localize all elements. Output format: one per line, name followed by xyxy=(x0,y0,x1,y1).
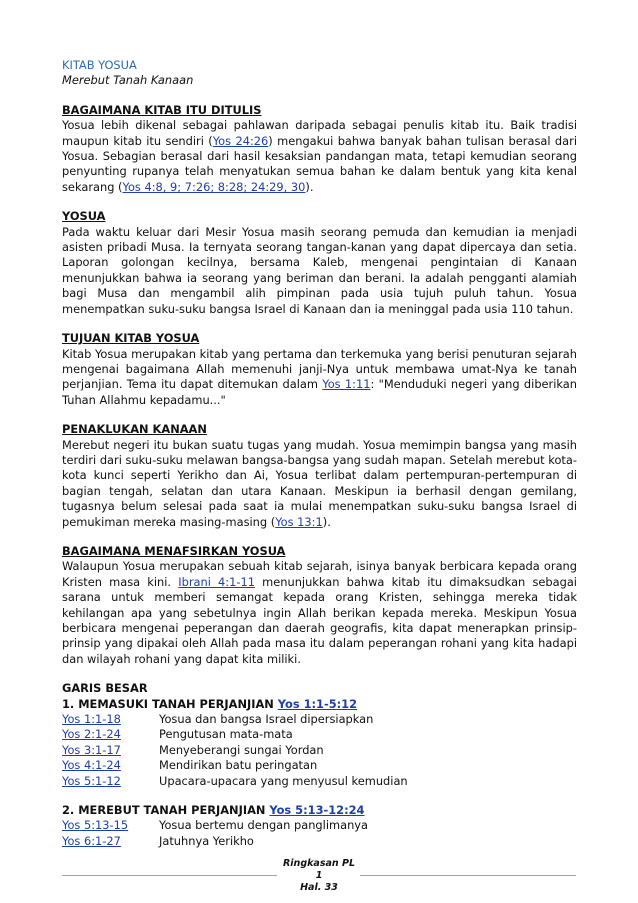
scripture-link[interactable]: Yos 1:1-5:12 xyxy=(277,696,358,711)
scripture-link[interactable]: Yos 2:1-24 xyxy=(62,727,121,742)
outline-row xyxy=(62,774,577,789)
outline-row xyxy=(62,727,577,742)
outline-row xyxy=(62,818,577,833)
document-subtitle: Merebut Tanah Kanaan xyxy=(62,73,194,88)
outline-row xyxy=(62,834,577,849)
section-tujuan xyxy=(62,331,577,408)
footer-text xyxy=(280,858,358,894)
outline-row-text: Yosua bertemu dengan panglimanya xyxy=(159,818,369,833)
outline-row-text: Yosua dan bangsa Israel dipersiapkan xyxy=(159,712,374,727)
scripture-link[interactable]: Yos 5:13-15 xyxy=(62,818,129,833)
scripture-link[interactable]: Yos 5:13-12:24 xyxy=(269,803,365,818)
paragraph-text: menunjukkan bahwa kitab itu dimaksudkan sebagai sarana untuk memberi semangat kepada orang Kristen, sehingga mereka tidak kehilangan apa yang sebetulnya ingin Allah berikan kepada mereka. Meskipun Yosua berbicara mengenai peperangan dan daerah geografis, kita dapat menerapkan prinsip-prinsip yang dipakai oleh Allah pada masa itu dalam peperangan rohani yang kita hadapi dan wilayah rohani yang dapat kita miliki. xyxy=(62,574,577,666)
scripture-link[interactable]: Yos 3:1-17 xyxy=(62,742,121,757)
section-paragraph xyxy=(62,118,577,195)
scripture-link[interactable]: Yos 4:1-24 xyxy=(62,758,121,773)
outline-part-heading xyxy=(62,803,577,818)
spacer xyxy=(62,789,577,803)
section-heading: BAGAIMANA KITAB ITU DITULIS xyxy=(62,102,262,117)
section-penaklukan xyxy=(62,422,577,530)
section-heading: PENAKLUKAN KANAAN xyxy=(62,422,207,437)
footer-page-number: 1 xyxy=(315,870,323,881)
outline-title: GARIS BESAR xyxy=(62,681,148,696)
paragraph-text: Kitab Yosua merupakan kitab yang pertama dan terkemuka yang berisi penuturan sejarah mengenai bagaimana Allah memenuhi janji-Nya untuk membawa umat-Nya ke tanah perjanjian. Tema itu dapat ditemukan dalam xyxy=(62,346,577,392)
section-heading: TUJUAN KITAB YOSUA xyxy=(62,331,200,346)
paragraph-text: : "Menduduki negeri yang diberikan Tuhan Allahmu kepadamu..." xyxy=(62,377,578,407)
outline-part-label: 2. MEREBUT TANAH PERJANJIAN xyxy=(62,803,270,818)
section-heading: YOSUA xyxy=(62,209,106,224)
document-title: KITAB YOSUA xyxy=(62,58,137,72)
scripture-link[interactable]: Yos 13:1 xyxy=(275,514,323,529)
outline-row xyxy=(62,758,577,773)
footer-divider-left xyxy=(62,875,277,876)
section-paragraph xyxy=(62,347,577,409)
outline-row-text: Mendirikan batu peringatan xyxy=(159,758,318,773)
outline-row-text: Upacara-upacara yang menyusul kemudian xyxy=(159,773,408,788)
section-paragraph xyxy=(62,438,577,530)
footer-book-title: Ringkasan PL xyxy=(282,858,355,869)
section-menafsirkan xyxy=(62,544,577,667)
scripture-link[interactable]: Yos 24:26 xyxy=(212,133,269,148)
footer-divider-right xyxy=(360,875,576,876)
outline-part-heading xyxy=(62,697,577,712)
paragraph-text: ). xyxy=(305,179,314,194)
outline-row xyxy=(62,712,577,727)
scripture-link[interactable]: Yos 4:8, 9; 7:26; 8:28; 24:29, 30 xyxy=(122,179,306,194)
paragraph-text: Walaupun Yosua merupakan sebuah kitab sejarah, isinya banyak berbicara kepada orang Kristen masa kini. xyxy=(62,559,577,589)
outline-row xyxy=(62,743,577,758)
section-penulisan xyxy=(62,103,577,195)
paragraph-text: ). xyxy=(322,514,331,529)
section-yosua xyxy=(62,209,577,317)
footer-page-label: Hal. 33 xyxy=(300,882,338,893)
outline-row-text: Jatuhnya Yerikho xyxy=(159,833,254,848)
scripture-link[interactable]: Yos 6:1-27 xyxy=(62,833,121,848)
section-paragraph xyxy=(62,559,577,667)
outline-section xyxy=(62,681,577,849)
outline-row-text: Menyeberangi sungai Yordan xyxy=(159,742,324,757)
section-heading: BAGAIMANA MENAFSIRKAN YOSUA xyxy=(62,543,286,558)
paragraph-text: Merebut negeri itu bukan suatu tugas yang mudah. Yosua memimpin bangsa yang masih terdiri dari suku-suku melawan bangsa-bangsa yang sudah mapan. Setelah merebut kota-kota kunci seperti Yerikho dan Ai, Yosua terlibat dalam pertempuran-pertempuran di bagian tengah, selatan dan utara Kanaan. Meskipun ia berhasil dengan gemilang, tugasnya belum selesai pada saat ia mulai menempatkan suku-suku bangsa Israel di pemukiman mereka masing-masing ( xyxy=(62,437,577,529)
scripture-link[interactable]: Ibrani 4:1-11 xyxy=(178,574,255,589)
outline-part-label: 1. MEMASUKI TANAH PERJANJIAN xyxy=(62,696,278,711)
paragraph-text: Yosua lebih dikenal sebagai pahlawan daripada sebagai penulis kitab itu. Baik tradisi maupun kitab itu sendiri ( xyxy=(62,118,577,148)
scripture-link[interactable]: Yos 1:1-18 xyxy=(62,712,121,727)
scripture-link[interactable]: Yos 1:11 xyxy=(322,377,371,392)
section-paragraph: Pada waktu keluar dari Mesir Yosua masih seorang pemuda dan kemudian ia menjadi asisten pribadi Musa. Ia ternyata seorang tangan-kanan yang dapat dipercaya dan setia. Laporan golongan kecilnya, bersama Kaleb, mengenai pengintaian di Kanaan menunjukkan bahwa ia seorang yang beriman dan berani. Ia adalah pengganti alamiah bagi Musa dan mengambil alih pimpinan pada usia tujuh puluh tahun. Yosua menempatkan suku-suku bangsa Israel di Kanaan dan ia meninggal pada usia 110 tahun. xyxy=(62,224,577,316)
paragraph-text: ) mengakui bahwa banyak bahan tulisan berasal dari Yosua. Sebagian berasal dari hasil kesaksian pandangan mata, tetapi kemudian seorang penyunting rupanya telah menyatukan semua bahan ke dalam bentuk yang kita kenal sekarang ( xyxy=(62,133,577,194)
outline-row-text: Pengutusan mata-mata xyxy=(159,727,293,742)
scripture-link[interactable]: Yos 5:1-12 xyxy=(62,773,121,788)
document-page xyxy=(62,58,577,849)
